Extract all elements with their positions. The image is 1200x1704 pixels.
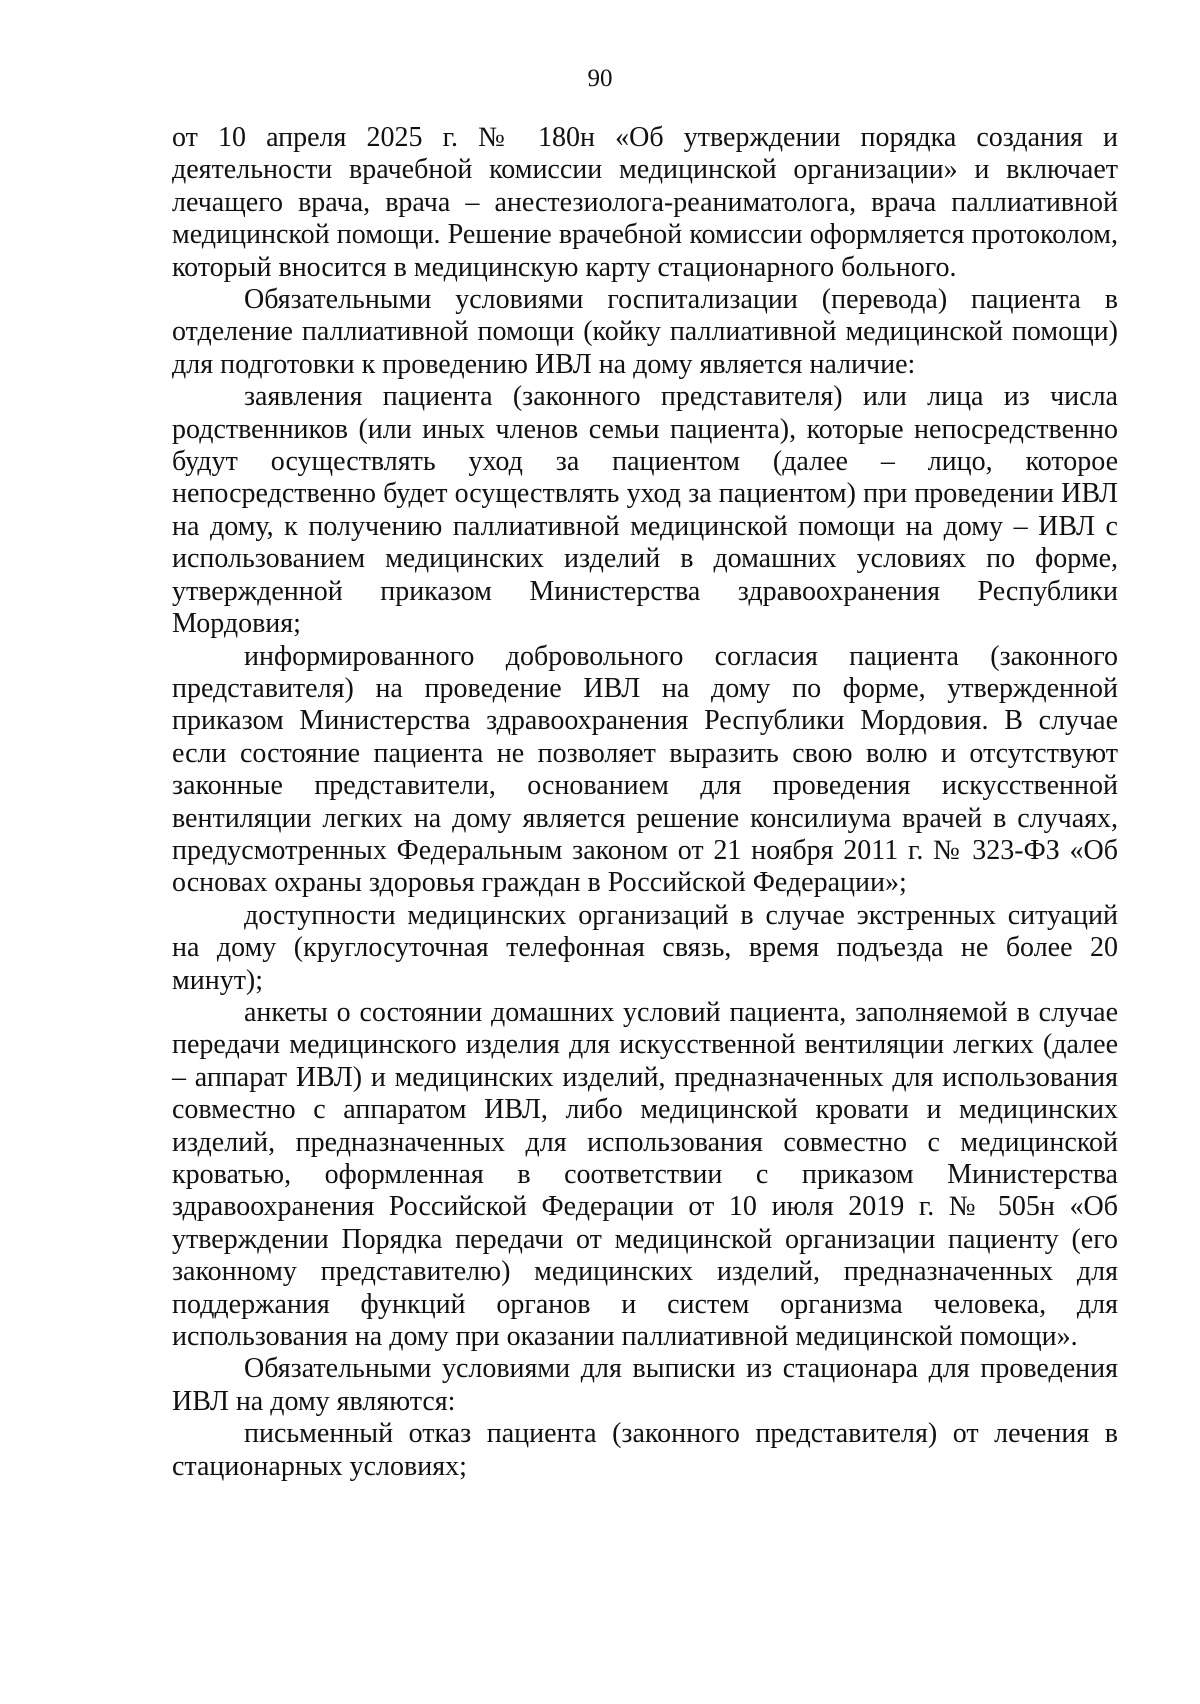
document-body bbox=[172, 122, 1118, 1483]
paragraph-home-conditions-form: анкеты о состоянии домашних условий пациента, заполняемой в случае передачи медицинского изделия для искусственной вентиляции легких (далее – аппарат ИВЛ) и медицинских изделий, предназначенных для использования совместно с аппаратом ИВЛ, либо медицинской кровати и медицинских изделий, предназначенных для использования совместно с медицинской кроватью, оформленная в соответствии с приказом Министерства здравоохранения Российской Федерации от 10 июля 2019 г. № 505н «Об утверждении Порядка передачи от медицинской организации пациенту (его законному представителю) медицинских изделий, предназначенных для поддержания функций органов и систем организма человека, для использования на дому при оказании паллиативной медицинской помощи». bbox=[172, 996, 1118, 1353]
paragraph-informed-consent: информированного добровольного согласия пациента (законного представителя) на проведение ИВЛ на дому по форме, утвержденной приказом Министерства здравоохранения Республики Мордовия. В случае если состояние пациента не позволяет выразить свою волю и отсутствуют законные представители, основанием для проведения искусственной вентиляции легких на дому является решение консилиума врачей в случаях, предусмотренных Федеральным законом от 21 ноября 2011 г. № 323-ФЗ «Об основах охраны здоровья граждан в Российской Федерации»; bbox=[172, 640, 1118, 899]
paragraph-continuation: от 10 апреля 2025 г. № 180н «Об утверждении порядка создания и деятельности врачебной комиссии медицинской организации» и включает лечащего врача, врача – анестезиолога-реаниматолога, врача паллиативной медицинской помощи. Решение врачебной комиссии оформляется протоколом, который вносится в медицинскую карту стационарного больного. bbox=[172, 122, 1118, 283]
paragraph-availability: доступности медицинских организаций в случае экстренных ситуаций на дому (круглосуточная телефонная связь, время подъезда не более 20 минут); bbox=[172, 899, 1118, 996]
page-number: 90 bbox=[587, 65, 613, 92]
paragraph-written-refusal: письменный отказ пациента (законного представителя) от лечения в стационарных условиях; bbox=[172, 1418, 1118, 1482]
paragraph-hospitalization-conditions: Обязательными условиями госпитализации (перевода) пациента в отделение паллиативной помощи (койку паллиативной медицинской помощи) для подготовки к проведению ИВЛ на дому является наличие: bbox=[172, 284, 1118, 380]
paragraph-discharge-conditions: Обязательными условиями для выписки из стационара для проведения ИВЛ на дому являются: bbox=[172, 1353, 1118, 1417]
paragraph-patient-application: заявления пациента (законного представителя) или лица из числа родственников (или иных членов семьи пациента), которые непосредственно будут осуществлять уход за пациентом (далее – лицо, которое непосредственно будет осуществлять уход за пациентом) при проведении ИВЛ на дому, к получению паллиативной медицинской помощи на дому – ИВЛ с использованием медицинских изделий в домашних условиях по форме, утвержденной приказом Министерства здравоохранения Республики Мордовия; bbox=[172, 381, 1118, 640]
